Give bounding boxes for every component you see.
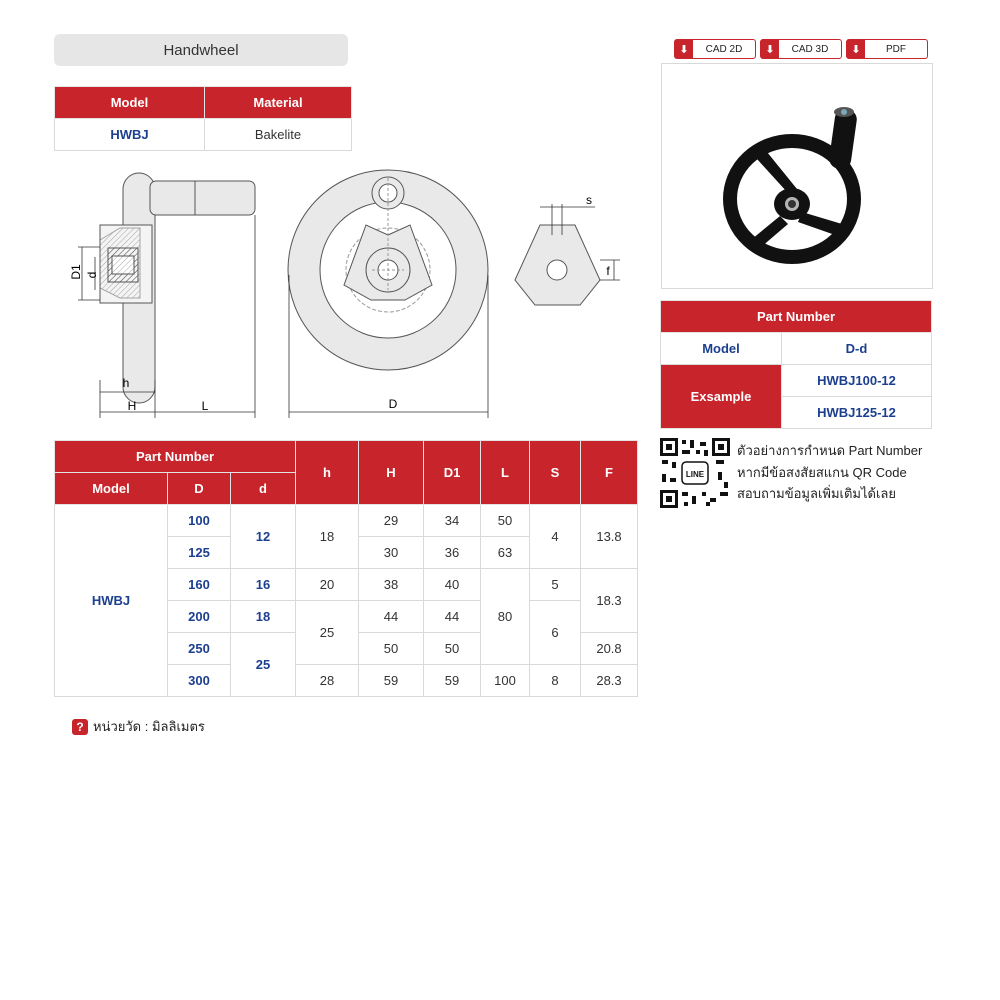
- spec-table: [54, 440, 638, 697]
- label-L: L: [201, 399, 209, 413]
- qr-note: [737, 440, 922, 505]
- header-S: S: [530, 441, 581, 505]
- cell-d-18: 18: [231, 601, 296, 633]
- cell-L-63: 63: [481, 537, 530, 569]
- cell-H-44: 44: [359, 601, 424, 633]
- model-material-table: [54, 86, 352, 151]
- cell-h-20: 20: [296, 569, 359, 601]
- cell-F-13-8: 13.8: [581, 505, 638, 569]
- question-icon: ?: [72, 719, 88, 735]
- cell-H-50: 50: [359, 633, 424, 665]
- download-icon: ⬇: [675, 40, 693, 58]
- header-h: h: [296, 441, 359, 505]
- cell-D1-59: 59: [424, 665, 481, 697]
- cad-2d-label: CAD 2D: [705, 43, 743, 55]
- dd-col-header: D-d: [782, 333, 932, 365]
- header-d: d: [231, 473, 296, 505]
- qr-note-line-2: หากมีข้อสงสัยสแกน QR Code: [737, 464, 907, 480]
- line-qr-code[interactable]: [660, 438, 730, 508]
- cad-3d-label: CAD 3D: [791, 43, 829, 55]
- cell-d-25: 25: [231, 633, 296, 697]
- front-view: [288, 170, 488, 370]
- material-value: Bakelite: [205, 119, 352, 151]
- cell-D-100: 100: [168, 505, 231, 537]
- cell-H-59: 59: [359, 665, 424, 697]
- cell-D-125: 125: [168, 537, 231, 569]
- part-number-table: [660, 300, 932, 429]
- label-H: H: [127, 399, 137, 413]
- label-D1: D1: [69, 264, 83, 280]
- product-photo: [661, 63, 933, 289]
- header-model: Model: [55, 87, 205, 119]
- cell-S-5: 5: [530, 569, 581, 601]
- cad-2d-button[interactable]: [674, 39, 756, 59]
- pdf-button[interactable]: [846, 39, 928, 59]
- cell-D1-40: 40: [424, 569, 481, 601]
- label-h: h: [122, 376, 130, 390]
- part-number-header: Part Number: [661, 301, 932, 333]
- label-D: D: [388, 397, 398, 411]
- cad-3d-button[interactable]: [760, 39, 842, 59]
- cell-d-12: 12: [231, 505, 296, 569]
- label-f: f: [606, 264, 610, 278]
- cell-L-100: 100: [481, 665, 530, 697]
- qr-badge: LINE: [685, 470, 705, 479]
- cell-F-20-8: 20.8: [581, 633, 638, 665]
- header-material: Material: [205, 87, 352, 119]
- cell-H-38: 38: [359, 569, 424, 601]
- cell-D-250: 250: [168, 633, 231, 665]
- page-title: [54, 34, 348, 66]
- qr-note-line-3: สอบถามข้อมูลเพิ่มเติมได้เลย: [737, 486, 897, 501]
- cell-D1-36: 36: [424, 537, 481, 569]
- header-D1: D1: [424, 441, 481, 505]
- hub-detail: [515, 225, 600, 305]
- header-D: D: [168, 473, 231, 505]
- model-col-header: Model: [661, 333, 782, 365]
- cell-D-200: 200: [168, 601, 231, 633]
- side-view: [100, 173, 255, 403]
- cell-D1-34: 34: [424, 505, 481, 537]
- example-label: Exsample: [661, 365, 782, 429]
- cell-h-28: 28: [296, 665, 359, 697]
- cell-F-28-3: 28.3: [581, 665, 638, 697]
- model-value: HWBJ: [55, 119, 205, 151]
- pdf-label: PDF: [886, 43, 906, 55]
- cell-D-160: 160: [168, 569, 231, 601]
- spec-part-number-header: Part Number: [55, 441, 296, 473]
- page-title-text: Handwheel: [163, 41, 239, 59]
- download-icon: ⬇: [847, 40, 865, 58]
- header-F: F: [581, 441, 638, 505]
- cell-S-8: 8: [530, 665, 581, 697]
- cell-S-4: 4: [530, 505, 581, 569]
- cell-S-6: 6: [530, 601, 581, 665]
- example-1: HWBJ100-12: [782, 365, 932, 397]
- header-model: Model: [55, 473, 168, 505]
- cell-F-18-3: 18.3: [581, 569, 638, 633]
- header-L: L: [481, 441, 530, 505]
- cell-D1-50: 50: [424, 633, 481, 665]
- cell-D1-44: 44: [424, 601, 481, 633]
- cell-H-29: 29: [359, 505, 424, 537]
- cell-D-300: 300: [168, 665, 231, 697]
- cell-h-25: 25: [296, 601, 359, 665]
- unit-note-text: หน่วยวัด : มิลลิเมตร: [93, 719, 205, 734]
- cell-H-30: 30: [359, 537, 424, 569]
- label-s: s: [586, 193, 592, 207]
- cell-L-50: 50: [481, 505, 530, 537]
- cell-d-16: 16: [231, 569, 296, 601]
- technical-drawing: [0, 160, 640, 430]
- cell-L-80: 80: [481, 569, 530, 665]
- spec-model: HWBJ: [55, 505, 168, 697]
- label-d: d: [85, 271, 99, 279]
- qr-note-line-1: ตัวอย่างการกำหนด Part Number: [737, 443, 923, 458]
- download-icon: ⬇: [761, 40, 779, 58]
- cell-h-18: 18: [296, 505, 359, 569]
- header-H: H: [359, 441, 424, 505]
- unit-note: [72, 716, 205, 737]
- example-2: HWBJ125-12: [782, 397, 932, 429]
